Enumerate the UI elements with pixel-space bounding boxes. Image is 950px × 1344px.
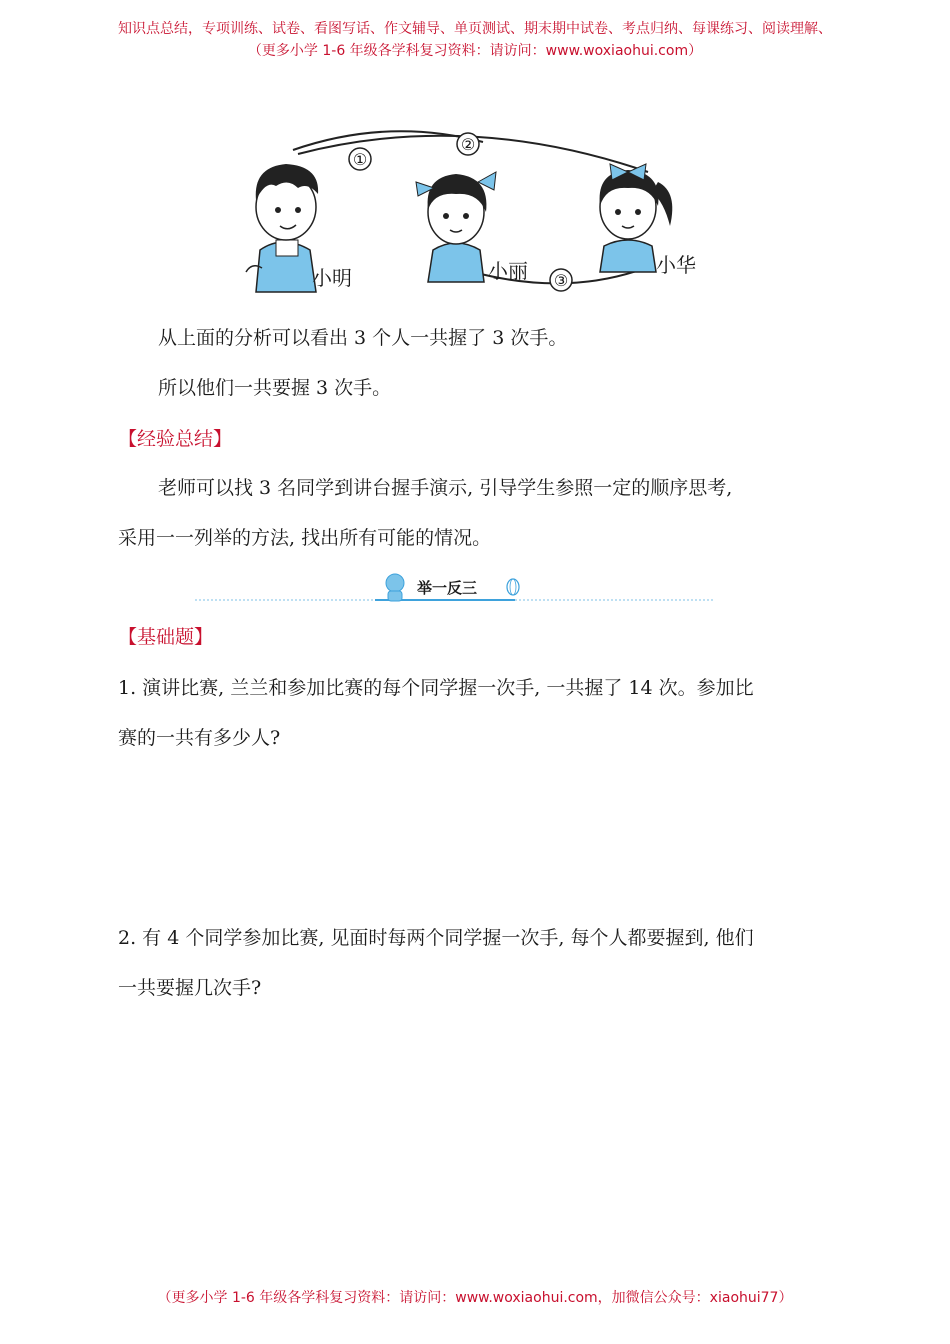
question-1-line-2: 赛的一共有多少人? [118,727,281,749]
girl-xiaoli-figure [416,172,496,282]
arc-1 [293,131,483,150]
svg-text:①: ① [352,150,368,169]
page-header [0,18,950,62]
question-2-line-1: 2. 有 4 个同学参加比赛, 见面时每两个同学握一次手, 每个人都要握到, 他们 [118,927,754,949]
cartoon-mascot-icon [386,574,404,601]
header-line-2: （更多小学 1-6 年级各学科复习资料：请访问：www.woxiaohui.com） [247,43,703,59]
handshake-number-3 [550,269,572,291]
handshake-number-2 [457,133,479,155]
name-xiaoming: 小明 [312,266,352,290]
handshake-illustration [238,122,718,297]
analysis-line-1: 从上面的分析可以看出 3 个人一共握了 3 次手。 [158,327,568,349]
divider-title: 举一反三 [416,579,478,597]
page-footer: （更多小学 1-6 年级各学科复习资料：请访问：www.woxiaohui.com，加微信公众号：xiaohui77） [157,1290,793,1306]
name-xiaoli: 小丽 [488,259,528,283]
boy-figure [246,164,318,292]
header-line-1: 知识点总结，专项训练、试卷、看图写话、作文辅导、单页测试、期末期中试卷、考点归纳、每课练习、阅读理解、 [118,21,832,37]
basic-heading: 【基础题】 [118,626,214,648]
svg-text:②: ② [460,135,476,154]
handshake-number-1 [349,148,371,170]
summary-heading: 【经验总结】 [118,428,233,450]
summary-line-1: 老师可以找 3 名同学到讲台握手演示, 引导学生参照一定的顺序思考, [158,477,733,499]
summary-line-2: 采用一一列举的方法, 找出所有可能的情况。 [118,527,492,549]
question-2-line-2: 一共要握几次手? [118,977,262,999]
balloon-icon [507,579,519,595]
svg-text:③: ③ [553,271,569,290]
name-xiaohua: 小华 [656,253,696,277]
section-divider [195,565,715,610]
question-1-line-1: 1. 演讲比赛, 兰兰和参加比赛的每个同学握一次手, 一共握了 14 次。参加比 [118,677,754,699]
analysis-line-2: 所以他们一共要握 3 次手。 [158,377,392,399]
